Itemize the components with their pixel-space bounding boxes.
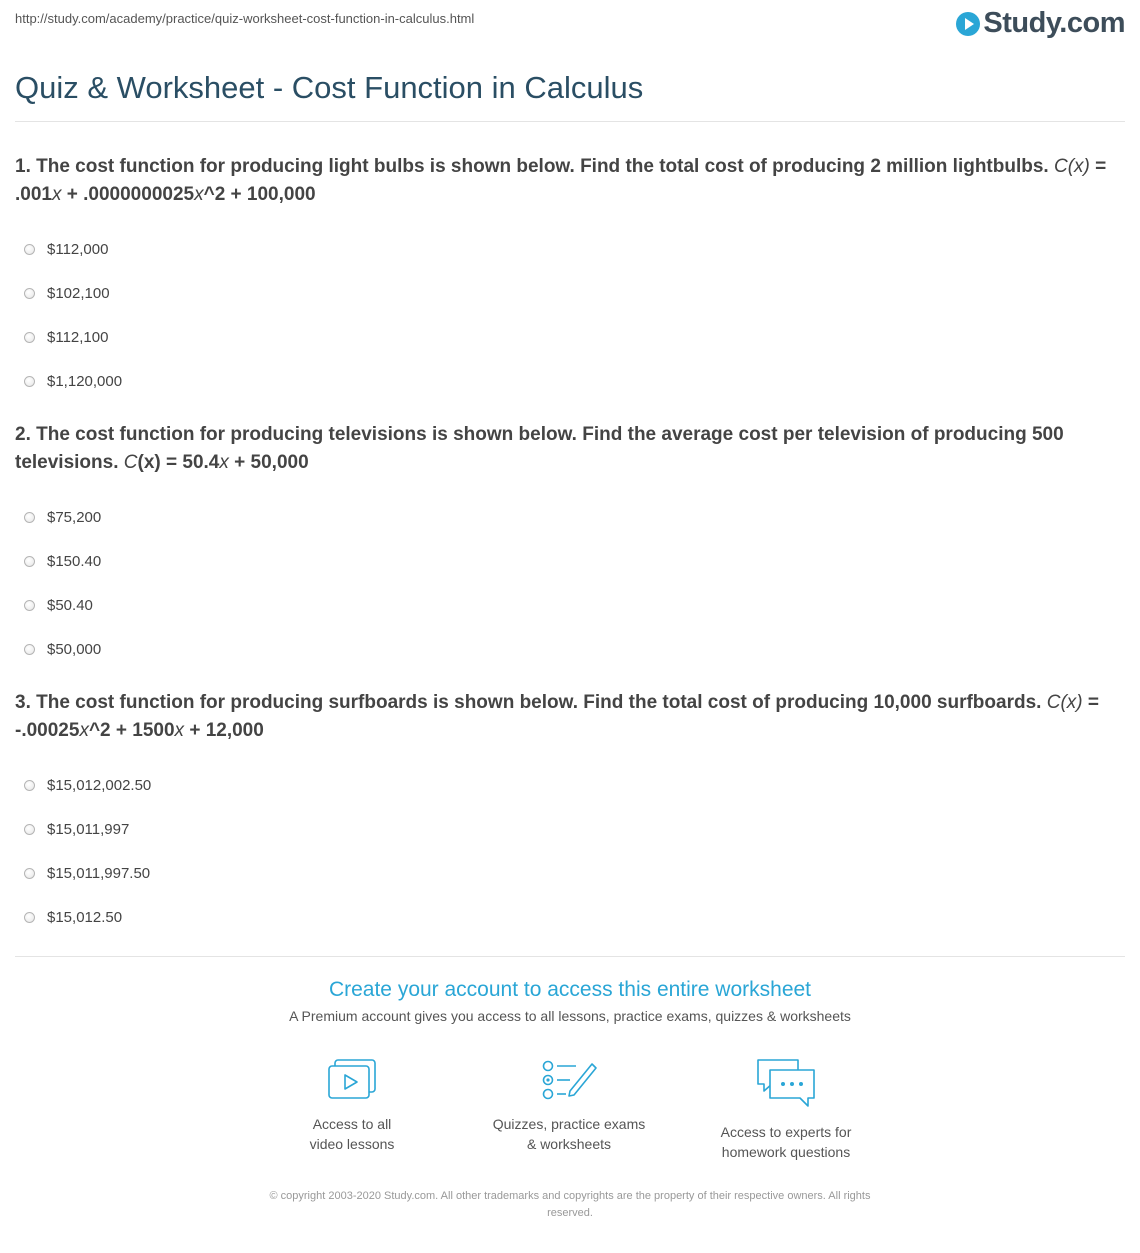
answer-label: $50,000 xyxy=(47,640,102,658)
question-text xyxy=(15,689,1125,745)
cta-subtitle: A Premium account gives you access to all lessons, practice exams, quizzes & worksheets xyxy=(289,1008,851,1024)
feature-experts xyxy=(686,1058,886,1162)
answer-option[interactable] xyxy=(15,851,1125,895)
question-2 xyxy=(15,421,1125,671)
question-prompt: 1. The cost function for producing light bulbs is shown below. Find the total cost of producing 2 million lightbulbs. xyxy=(15,156,1049,177)
copyright: © copyright 2003-2020 Study.com. All other trademarks and copyrights are the property of their respective owners. All rights reserved. xyxy=(269,1190,871,1219)
answer-label: $150.40 xyxy=(47,552,102,570)
radio-button[interactable] xyxy=(24,332,35,343)
answer-label: $15,011,997.50 xyxy=(47,864,151,882)
video-lessons-icon xyxy=(326,1058,378,1102)
answer-option[interactable] xyxy=(15,807,1125,851)
divider xyxy=(15,121,1125,122)
answer-label: $75,200 xyxy=(47,508,102,526)
answer-list xyxy=(15,495,1125,671)
feature-label: Quizzes, practice exams & worksheets xyxy=(492,1116,646,1152)
answer-option[interactable] xyxy=(15,359,1125,403)
answer-label: $112,000 xyxy=(47,240,109,258)
question-1 xyxy=(15,153,1125,403)
answer-list xyxy=(15,227,1125,403)
logo-text: Study.com xyxy=(983,7,1125,39)
radio-button[interactable] xyxy=(24,556,35,567)
signup-cta xyxy=(0,978,1140,1024)
answer-label: $1,120,000 xyxy=(47,372,123,390)
feature-label: Access to all video lessons xyxy=(309,1116,395,1152)
answer-option[interactable] xyxy=(15,495,1125,539)
radio-button[interactable] xyxy=(24,868,35,879)
radio-button[interactable] xyxy=(24,288,35,299)
radio-button[interactable] xyxy=(24,376,35,387)
radio-button[interactable] xyxy=(24,600,35,611)
question-formula: C(x) = .001x + .0000000025x^2 + 100,000 xyxy=(15,156,1107,205)
question-text xyxy=(15,421,1125,477)
feature-label: Access to experts for homework questions xyxy=(720,1124,852,1160)
answer-label: $50.40 xyxy=(47,596,93,614)
answer-label: $15,012.50 xyxy=(47,908,123,926)
answer-label: $102,100 xyxy=(47,284,110,302)
radio-button[interactable] xyxy=(24,780,35,791)
cta-title-link[interactable]: Create your account to access this entire worksheet xyxy=(328,978,812,1001)
question-formula: C(x) = 50.4x + 50,000 xyxy=(123,452,309,473)
study-logo[interactable] xyxy=(956,7,1125,40)
answer-option[interactable] xyxy=(15,315,1125,359)
quizzes-checklist-icon xyxy=(540,1058,598,1102)
radio-button[interactable] xyxy=(24,512,35,523)
radio-button[interactable] xyxy=(24,912,35,923)
answer-option[interactable] xyxy=(15,227,1125,271)
page-url: http://study.com/academy/practice/quiz-worksheet-cost-function-in-calculus.html xyxy=(15,11,475,26)
radio-button[interactable] xyxy=(24,644,35,655)
question-text xyxy=(15,153,1125,209)
answer-option[interactable] xyxy=(15,895,1125,939)
divider xyxy=(15,956,1125,957)
answer-option[interactable] xyxy=(15,627,1125,671)
page-title: Quiz & Worksheet - Cost Function in Calculus xyxy=(15,70,644,105)
answer-label: $15,011,997 xyxy=(47,820,130,838)
answer-option[interactable] xyxy=(15,539,1125,583)
question-prompt: 3. The cost function for producing surfboards is shown below. Find the total cost of producing 10,000 surfboards. xyxy=(15,692,1042,713)
feature-video-lessons xyxy=(252,1058,452,1154)
radio-button[interactable] xyxy=(24,824,35,835)
feature-quizzes xyxy=(469,1058,669,1154)
question-formula: C(x) = -.00025x^2 + 1500x + 12,000 xyxy=(15,692,1099,741)
answer-option[interactable] xyxy=(15,583,1125,627)
answer-list xyxy=(15,763,1125,939)
answer-label: $15,012,002.50 xyxy=(47,776,152,794)
top-bar xyxy=(15,0,1125,50)
question-prompt: 2. The cost function for producing televisions is shown below. Find the average cost per television of producing 500 televisions. xyxy=(15,424,1064,473)
radio-button[interactable] xyxy=(24,244,35,255)
question-3 xyxy=(15,689,1125,939)
feature-list xyxy=(0,1058,1140,1168)
answer-label: $112,100 xyxy=(47,328,109,346)
expert-chat-icon xyxy=(754,1058,818,1110)
answer-option[interactable] xyxy=(15,763,1125,807)
play-logo-icon xyxy=(956,12,980,36)
answer-option[interactable] xyxy=(15,271,1125,315)
